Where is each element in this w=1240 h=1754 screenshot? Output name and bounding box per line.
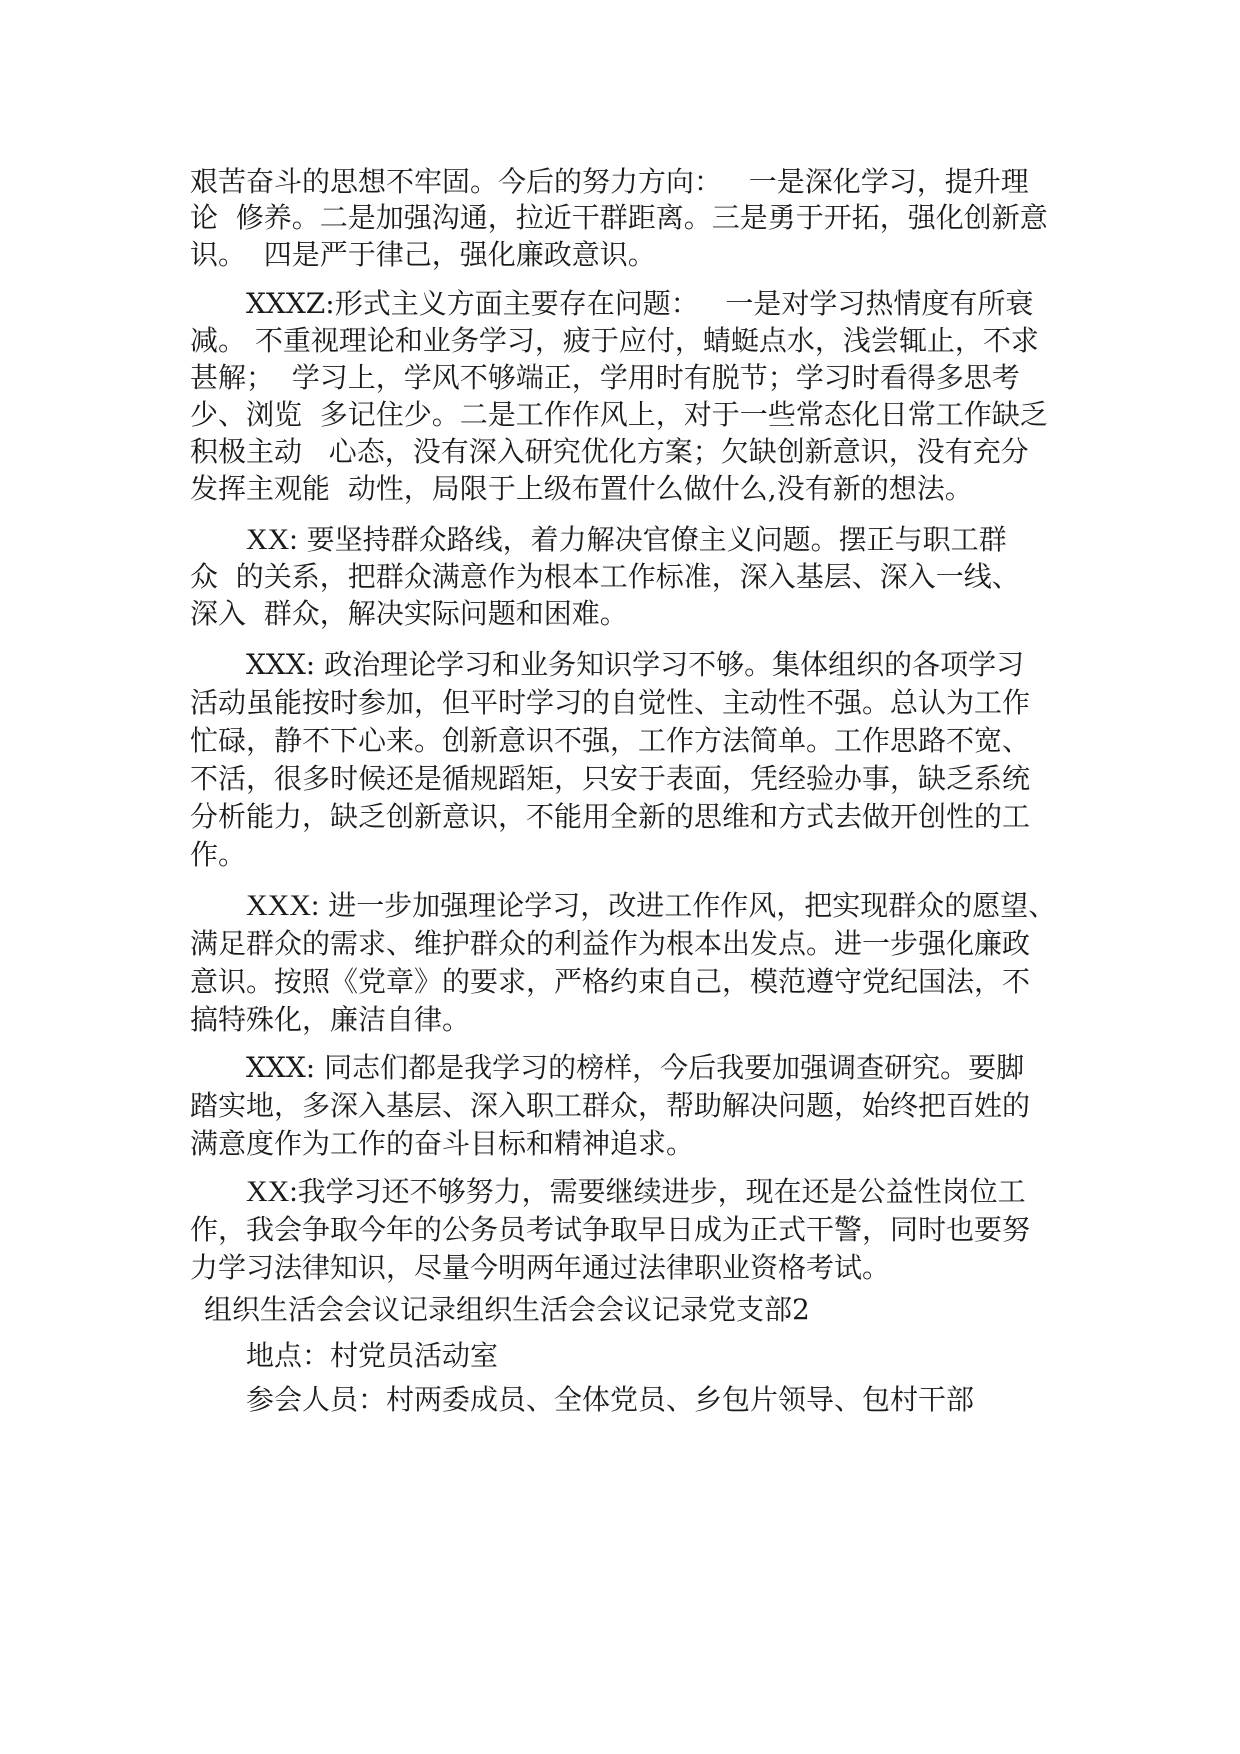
speaker-label: XX: [246, 1175, 298, 1208]
paragraph-line: 积极主动 心态，没有深入研究优化方案；欠缺创新意识，没有充分 [190, 435, 1029, 468]
paragraph-line: 识。 四是严于律己，强化廉政意识。 [190, 238, 656, 271]
paragraph-first-line [246, 1048, 1024, 1088]
paragraph-line: 甚解； 学习上，学风不够端正，学用时有脱节；学习时看得多思考 [190, 361, 1020, 394]
paragraph-line: 满足群众的需求、维护群众的利益作为根本出发点。进一步强化廉政 [190, 927, 1031, 960]
paragraph-line: 意识。按照《党章》的要求，严格约束自己，模范遵守党纪国法，不 [190, 965, 1031, 998]
paragraph-text: 同志们都是我学习的榜样，今后我要加强调查研究。要脚 [315, 1051, 1025, 1084]
paragraph-line: 搞特殊化，廉洁自律。 [190, 1003, 471, 1036]
paragraph-line: 发挥主观能 动性，局限于上级布置什么做什么,没有新的想法。 [190, 472, 973, 505]
paragraph-line: 减。 不重视理论和业务学习，疲于应付，蜻蜓点水，浅尝辄止，不求 [190, 324, 1039, 357]
paragraph-line: 满意度作为工作的奋斗目标和精神追求。 [190, 1127, 695, 1160]
paragraph-text: 我学习还不够努力，需要继续进步，现在还是公益性岗位工 [297, 1175, 1026, 1208]
section-title: 组织生活会会议记录组织生活会会议记录党支部2 [204, 1293, 810, 1326]
speaker-label: XXX: [246, 889, 320, 922]
paragraph-line: 活动虽能按时参加，但平时学习的自觉性、主动性不强。总认为工作 [190, 686, 1031, 719]
paragraph-line: 众 的关系，把群众满意作为根本工作标准，深入基层、深入一线、 [190, 560, 1020, 593]
paragraph-line: 作。 [190, 838, 247, 871]
paragraph-line: 少、浏览 多记住少。二是工作作风上，对于一些常态化日常工作缺乏 [190, 398, 1048, 431]
paragraph-line: 艰苦奋斗的思想不牢固。今后的努力方向： 一是深化学习，提升理 [190, 165, 1029, 198]
meeting-attendees: 参会人员：村两委成员、全体党员、乡包片领导、包村干部 [246, 1383, 975, 1416]
paragraph-first-line [246, 645, 1024, 685]
paragraph-line: 不活，很多时候还是循规蹈矩，只安于表面，凭经验办事，缺乏系统 [190, 762, 1031, 795]
paragraph-line: 论 修养。二是加强沟通，拉近干群距离。三是勇于开拓，强化创新意 [190, 201, 1048, 234]
paragraph-text: 形式主义方面主要存在问题： 一是对学习热情度有所衰 [334, 287, 1034, 320]
paragraph-line: 踏实地，多深入基层、深入职工群众，帮助解决问题，始终把百姓的 [190, 1089, 1031, 1122]
paragraph-line: 分析能力，缺乏创新意识，不能用全新的思维和方式去做开创性的工 [190, 800, 1031, 833]
speaker-label: XX: [246, 523, 298, 556]
paragraph-first-line [246, 1172, 1026, 1212]
speaker-label: XXX: [246, 1051, 316, 1084]
paragraph-text: 政治理论学习和业务知识学习不够。集体组织的各项学习 [315, 648, 1025, 681]
paragraph-first-line [246, 520, 1007, 560]
paragraph-line: 忙碌，静不下心来。创新意识不强，工作方法简单。工作思路不宽、 [190, 724, 1031, 757]
paragraph-text: 进一步加强理论学习，改进工作作风，把实现群众的愿望、 [319, 889, 1057, 922]
paragraph-line: 力学习法律知识，尽量今明两年通过法律职业资格考试。 [190, 1251, 891, 1284]
paragraph-text: 要坚持群众路线，着力解决官僚主义问题。摆正与职工群 [297, 523, 1007, 556]
paragraph-line: 作，我会争取今年的公务员考试争取早日成为正式干警，同时也要努 [190, 1213, 1031, 1246]
speaker-label: XXX: [246, 648, 316, 681]
paragraph-first-line [246, 886, 1056, 926]
paragraph-first-line [246, 284, 1033, 324]
speaker-label: XXXZ: [246, 287, 335, 320]
meeting-location: 地点：村党员活动室 [246, 1339, 499, 1372]
paragraph-line: 深入 群众，解决实际问题和困难。 [190, 597, 628, 630]
